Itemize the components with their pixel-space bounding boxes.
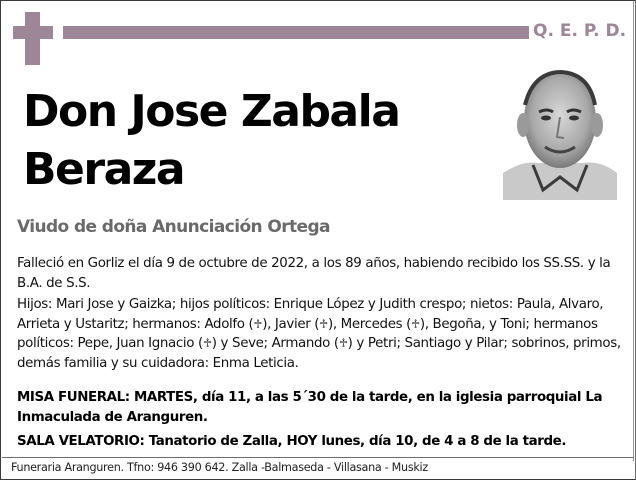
name-line-1: Don Jose Zabala [23,86,400,137]
name-line-2: Beraza [23,144,185,195]
deceased-name [23,83,493,199]
family-text-5: ) y Seve; Armando ( [211,336,339,351]
portrait-icon [503,65,617,200]
death-notice: Falleció en Gorliz el día 9 de octubre de 2022, a los 89 años, habiendo recibido los SS.SS. y la B.A. de S.S. [17,256,611,291]
deceased-cross-icon: ♱ [411,316,420,331]
cross-icon-bar [13,26,53,39]
deceased-cross-icon: ♱ [202,336,212,350]
header-rule [63,26,529,39]
footer-divider [2,457,634,458]
wake-room: SALA VELATORIO: Tanatorio de Zalla, HOY lunes, día 10, de 4 a 8 de la tarde. [17,434,567,449]
qepd-label: Q. E. P. D. [533,21,627,41]
portrait-photo [503,65,617,200]
funeral-mass: MISA FUNERAL: MARTES, día 11, a las 5´30 de la tarde, en la iglesia parroquial La Inmaculada de Aranguren. [17,390,603,425]
funeral-home-footer: Funeraria Aranguren. Tfno: 946 390 642. Zalla -Balmaseda - Villasana - Muskiz [11,461,428,474]
family-list [17,295,621,373]
deceased-cross-icon: ♱ [338,336,348,350]
family-text-6: ) y Petri; Santiago y Pilar; sobrinos, primos, demás familia y su cuidadora: Enma Leticia. [17,336,621,371]
frame-divider [633,1,634,461]
family-text-3: ), Mercedes ( [328,316,411,332]
family-text-4: ), Begoña, y Toni; hermanos políticos: Pepe, Juan Ignacio ( [17,316,598,351]
deceased-cross-icon: ♱ [253,316,263,331]
deceased-cross-icon: ♱ [319,316,328,331]
family-text-1: Hijos: Mari Jose y Gaizka; hijos políticos: Enrique López y Judith crespo; nietos: Paula, Alvaro, Arrieta y Ustaritz; hermanos: Adolfo ( [17,297,604,332]
widow-subtitle: Viudo de doña Anunciación Ortega [17,217,330,237]
family-text-2: ), Javier ( [262,316,320,332]
